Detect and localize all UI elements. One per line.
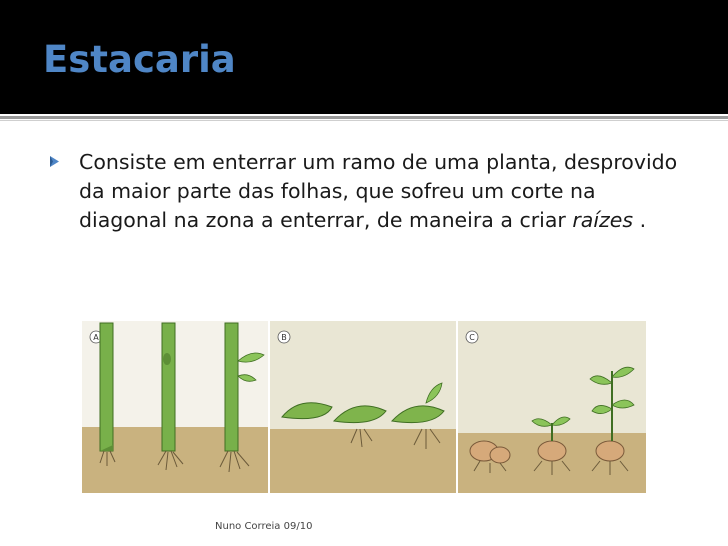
title-divider [0,116,728,119]
bullet-text-italic: raízes [572,208,634,232]
panel-c-label [466,331,478,343]
cutting-illustration [82,321,646,493]
bullet-text-end: . [633,208,647,232]
svg-text:C: C [469,333,475,342]
footer-text: Nuno Correia 09/10 [215,521,313,532]
bullet-text-main: Consiste em enterrar um ramo de uma planta, desprovido da maior parte das folhas, que sofreu um corte na diagonal na zona a enterrar, de maneira a criar [79,150,678,232]
title-bar [0,0,728,114]
svg-text:A: A [93,333,99,342]
title-divider-light [0,120,728,121]
stem-cutting-1 [100,323,115,466]
bullet-text [79,148,679,235]
slide-title: Estacaria [43,38,236,81]
bullet-icon [50,156,59,167]
svg-text:B: B [281,333,287,342]
panel-b-label [278,331,290,343]
